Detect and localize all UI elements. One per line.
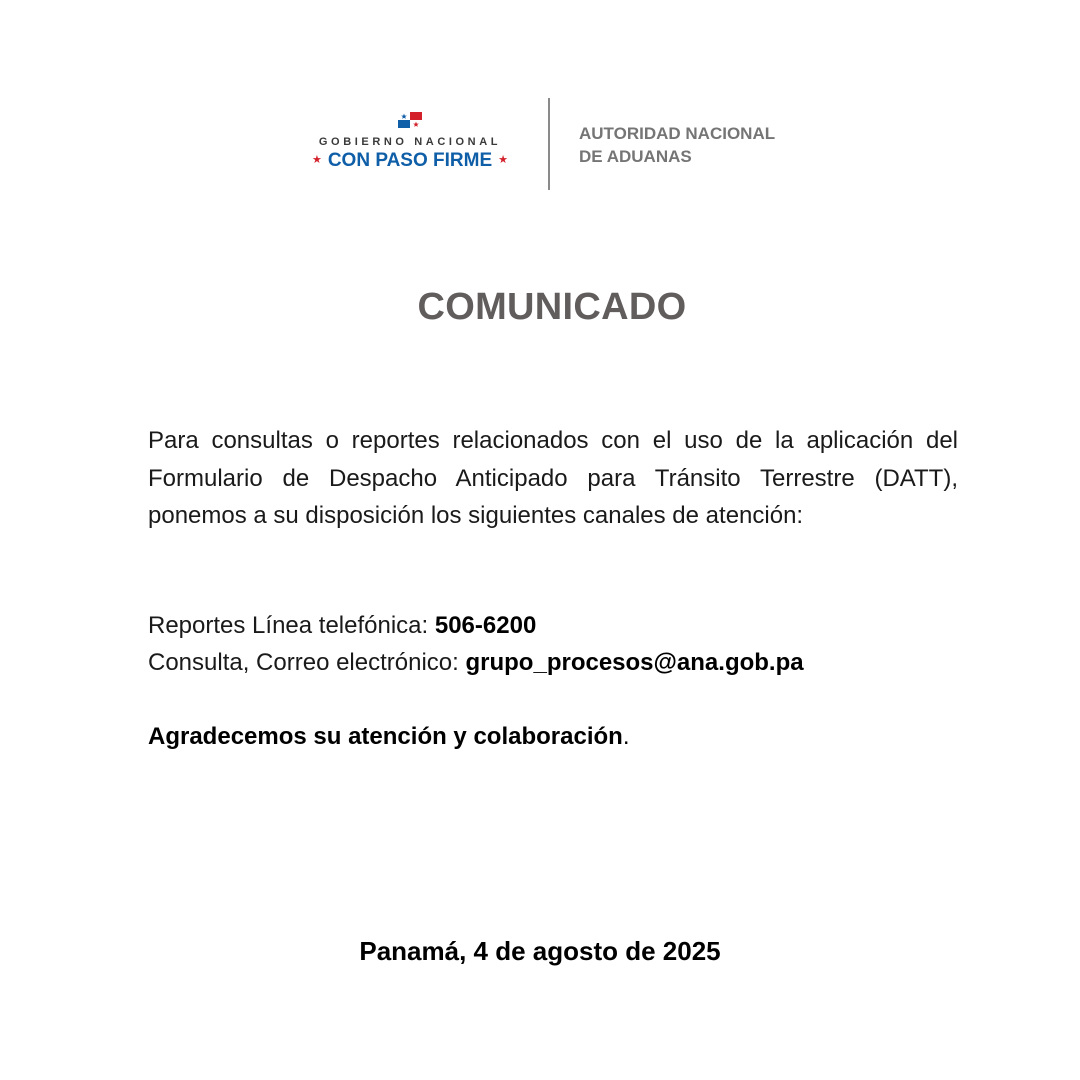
gobierno-nacional-logo (292, 112, 528, 178)
email-address: grupo_procesos@ana.gob.pa (465, 649, 804, 676)
phone-label: Reportes Línea telefónica: (148, 612, 435, 639)
thanks-period: . (622, 723, 630, 750)
thanks-text: Agradecemos su atención y colaboración (148, 723, 623, 750)
email-label: Consulta, Correo electrónico: (148, 649, 466, 676)
phone-contact (148, 607, 536, 644)
email-contact (148, 644, 804, 681)
star-icon: ★ (498, 154, 509, 166)
gobierno-nacional-text: GOBIERNO NACIONAL (318, 136, 502, 148)
phone-number: 506-6200 (434, 612, 537, 639)
footer-date: Panamá, 4 de agosto de 2025 (359, 936, 721, 966)
panama-flag-icon (398, 112, 422, 128)
agency-name (579, 122, 775, 168)
body-paragraph: Para consultas o reportes relacionados con el uso de la aplicación del Formulario de Despacho Anticipado para Tránsito Terrestre (DATT), ponemos a su disposición los siguientes canales de atención: (148, 427, 958, 529)
header-divider (548, 98, 550, 190)
agency-line-2: DE ADUANAS (579, 147, 692, 166)
thanks-message (148, 718, 629, 755)
star-icon: ★ (311, 154, 322, 166)
con-paso-firme-label: CON PASO FIRME (327, 150, 493, 171)
agency-line-1: AUTORIDAD NACIONAL (579, 124, 776, 143)
con-paso-firme-text (292, 150, 528, 172)
page-title: COMUNICADO (417, 286, 687, 328)
header (0, 96, 1080, 192)
